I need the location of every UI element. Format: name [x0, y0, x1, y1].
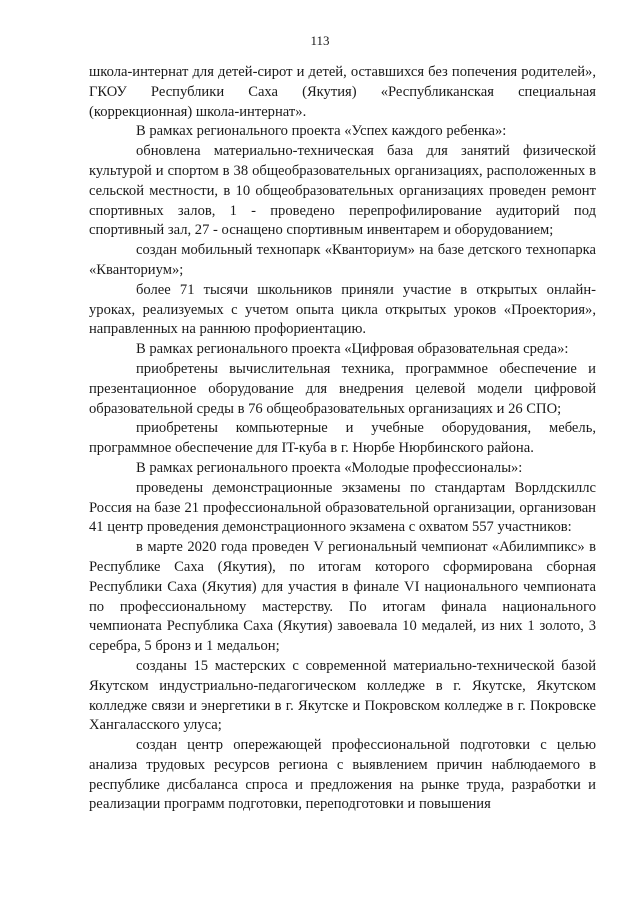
document-body — [89, 63, 596, 815]
paragraph-8: приобретены компьютерные и учебные оборудования, мебель, программное обеспечение для IT-куба в г. Нюрбе Нюрбинского района. — [89, 420, 596, 457]
paragraph-4: создан мобильный технопарк «Кванториум» на базе детского технопарка «Кванториум»; — [89, 242, 596, 278]
paragraph-7: приобретены вычислительная техника, программное обеспечение и презентационное оборудование для внедрения целевой модели цифровой образовательной среды в 76 общеобразовательных организациях и 26 СПО; — [89, 360, 596, 417]
paragraph-12: созданы 15 мастерских с современной материально-технической базой Якутском индустриально-педагогическом колледже в г. Якутске, Якутском колледже связи и энергетики в г. Якутске и Покровском колледже в г. Покровске Хангаласского улуса; — [89, 657, 596, 734]
paragraph-6: В рамках регионального проекта «Цифровая образовательная среда»: — [136, 341, 569, 358]
paragraph-2: В рамках регионального проекта «Успех каждого ребенка»: — [136, 123, 507, 140]
paragraph-11: в марте 2020 года проведен V региональный чемпионат «Абилимпикс» в Республике Саха (Якутия), по итогам которого сформирована сборная Республики Саха (Якутия) для участия в финале VI национального чемпионата по профессиональному мастерству. По итогам финала национального чемпионата Республика Саха (Якутия) завоевала 10 медалей, из них 1 золото, 3 серебра, 5 бронз и 1 медальон; — [89, 539, 596, 655]
paragraph-3: обновлена материально-техническая база для занятий физической культурой и спортом в 38 общеобразовательных организациях, расположенных в сельской местности, в 10 общеобразовательных организациях проведен ремонт спортивных залов, 1 - проведено перепрофилирование аудиторий под спортивный зал, 27 - оснащено спортивным инвентарем и оборудованием; — [89, 143, 596, 239]
paragraph-13: создан центр опережающей профессиональной подготовки с целью анализа трудовых ресурсов региона с выявлением причин наблюдаемого в республике дисбаланса спроса и предложения на рынке труда, разработки и реализации программ подготовки, переподготовки и повышения — [89, 737, 596, 813]
paragraph-1: школа-интернат для детей-сирот и детей, оставшихся без попечения родителей», ГКОУ Республики Саха (Якутия) «Республиканская специальная (коррекционная) школа-интернат». — [89, 64, 596, 120]
paragraph-5: более 71 тысячи школьников приняли участие в открытых онлайн-уроках, реализуемых с учетом опыта цикла открытых уроков «Проектория», направленных на раннюю профориентацию. — [89, 281, 596, 338]
page-number: 113 — [310, 33, 330, 48]
paragraph-9: В рамках регионального проекта «Молодые профессионалы»: — [136, 459, 523, 476]
paragraph-10: проведены демонстрационные экзамены по стандартам Ворлдскиллс Россия на базе 21 профессиональной образовательной организации, организован 41 центр проведения демонстрационного экзамена с охватом 557 участников: — [89, 479, 596, 536]
